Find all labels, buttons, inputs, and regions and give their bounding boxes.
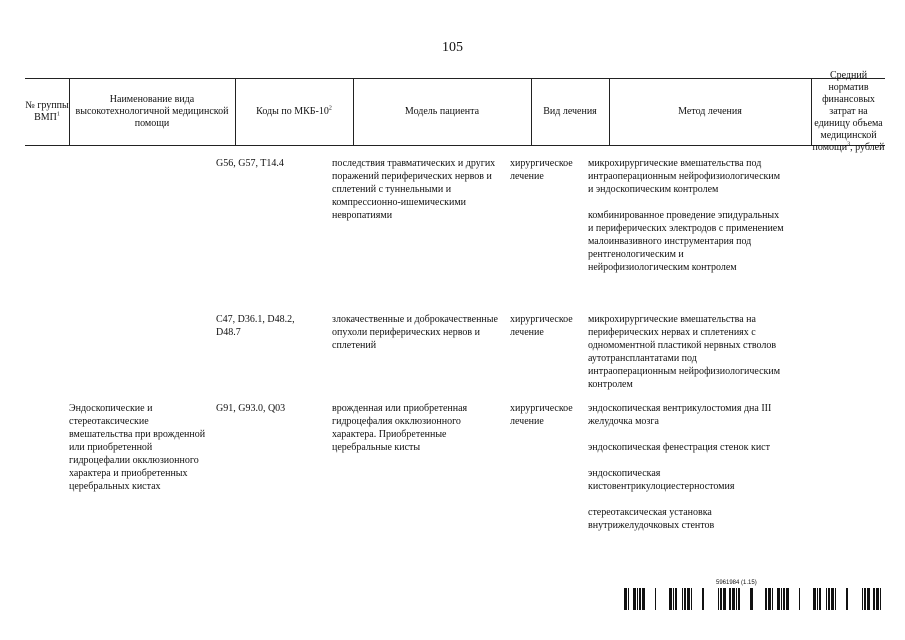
barcode-icon <box>624 588 884 610</box>
method-item: микрохирургические вмешательства под интраоперационным нейрофизиологическим и эндоскопическим контролем <box>588 158 781 195</box>
row1-model: последствия травматических и других поражений периферических нервов и сплетений с туннельными и компрессионно-ишемическими невропатиями <box>332 158 496 221</box>
table-header <box>25 70 885 153</box>
row3-methods <box>588 402 784 532</box>
page-number: 105 <box>442 40 463 55</box>
barcode-label: 5961984 (1.15) <box>716 580 757 586</box>
header-method: Метод лечения <box>678 106 742 117</box>
method-item: микрохирургические вмешательства на периферических нервах и сплетениях с одномоментной пластикой нервных стволов аутотрансплантатами под интраоперационным нейрофизиологическим контролем <box>588 314 781 390</box>
header-model: Модель пациента <box>404 106 480 117</box>
row2-model: злокачественные и доброкачественные опухоли периферических нервов и сплетений <box>332 314 498 351</box>
row1-codes: G56, G57, T14.4 <box>216 158 284 169</box>
row3-codes: G91, G93.0, Q03 <box>216 403 286 414</box>
header-group: № группы ВМП$^1$ <box>25 100 69 123</box>
header-name: Наименование вида высокотехнологичной медицинской помощи <box>75 94 229 129</box>
method-item: эндоскопическая фенестрация стенок кист <box>588 442 770 453</box>
row3-model: врожденная или приобретенная гидроцефалия окклюзионного характера. Приобретенные церебральные кисты <box>332 403 468 453</box>
method-item: стереотаксическая установка внутрижелудочковых стентов <box>588 507 715 531</box>
header-codes: Коды по МКБ-$10^2$ <box>256 105 332 117</box>
row3-treatment: хирургическое лечение <box>510 403 573 427</box>
row2-treatment: хирургическое лечение <box>510 314 573 338</box>
row1-treatment: хирургическое лечение <box>510 158 573 182</box>
header-treatment: Вид лечения <box>543 106 597 117</box>
method-item: эндоскопическая кистовентрикулоциестерностомия <box>588 468 735 492</box>
header-cost: Средний норматив финансовых затрат на единицу объема медицинской помощи$^3$, рублей <box>812 70 885 153</box>
row2-codes: C47, D36.1, D48.2, D48.7 <box>216 314 295 338</box>
row1-methods <box>588 157 784 274</box>
row3-name: Эндоскопические и стереотаксические вмешательства при врожденной или приобретенной гидроцефалии окклюзионного характера и приобретенных церебральных кистах <box>69 403 206 492</box>
method-item: эндоскопическая вентрикулостомия дна III желудочка мозга <box>588 403 772 427</box>
row2-methods <box>588 313 784 391</box>
method-item: комбинированное проведение эпидуральных и периферических электродов с применением малоинвазивного инструментария под рентгенологическим и нейрофизиологическим контролем <box>588 210 784 273</box>
